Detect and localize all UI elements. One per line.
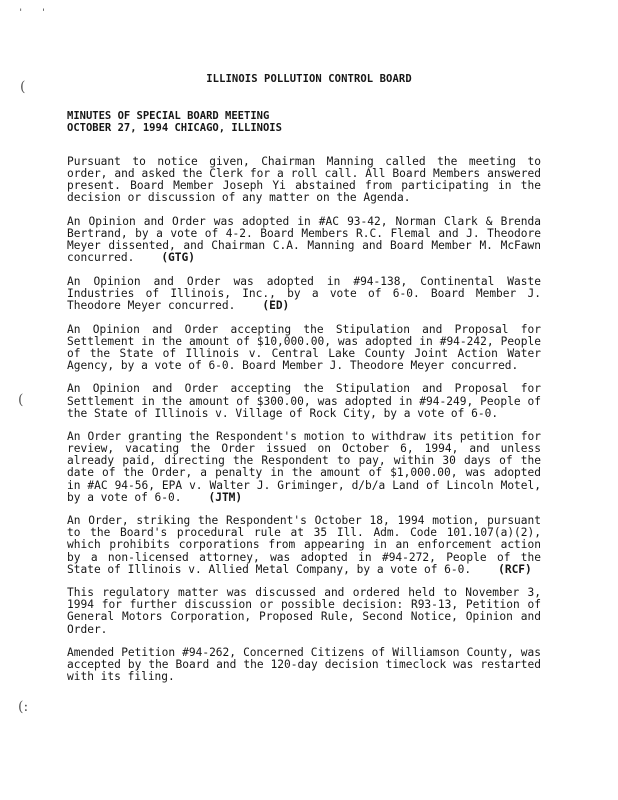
corner-scan-mark: ' ' (18, 8, 53, 18)
paragraph-text: An Opinion and Order was adopted in #94-138, Continental Waste Industries of Illinois, Inc., by a vote of 6-0. Board Member J. Theodore Meyer concurred. (67, 274, 541, 312)
minutes-heading-line1: MINUTES OF SPECIAL BOARD MEETING (67, 110, 270, 122)
paragraph-text: An Opinion and Order was adopted in #AC 93-42, Norman Clark & Brenda Bertrand, by a vote of 4-2. Board Members R.C. Flemal and J. Theodore Meyer dissented, and Chairman C.A. Manning and Board Member M. McFawn concurred. (67, 214, 541, 265)
paragraph-text: An Order, striking the Respondent's October 18, 1994 motion, pursuant to the Board's procedural rule at 35 Ill. Adm. Code 101.107(a)(2), which prohibits corporations from appearing in an enforcement action by a non-licensed attorney, was adopted in #94-272, People of the State of Illinois v. Allied Metal Company, by a vote of 6-0. (67, 514, 541, 576)
minutes-body (67, 156, 541, 695)
minutes-heading (67, 110, 282, 134)
margin-scan-mark-bottom: (: (18, 699, 29, 715)
author-initials: (GTG) (161, 251, 195, 265)
author-initials: (ED) (262, 298, 290, 312)
paragraph-roll-call (67, 156, 541, 204)
author-initials: (RCF) (498, 562, 532, 576)
paragraph-text: Amended Petition #94-262, Concerned Citizens of Williamson County, was accepted by the Board and the 120-day decision timeclock was restarted with its filing. (67, 646, 541, 684)
paragraph-text: An Order granting the Respondent's motion to withdraw its petition for review, vacating the Order issued on October 6, 1994, and unless already paid, directing the Respondent to pay, within 30 days of the date of the Order, a penalty in the amount of $1,000.00, was adopted in #AC 94-56, EPA v. Walter J. Griminger, d/b/a Land of Lincoln Motel, by a vote of 6-0. (67, 430, 541, 504)
paragraph-text: An Opinion and Order accepting the Stipulation and Proposal for Settlement in the amount of $300.00, was adopted in #94-249, People of the State of Illinois v. Village of Rock City, by a vote of 6-0. (67, 382, 541, 420)
author-initials: (JTM) (208, 490, 243, 504)
paragraph-94-272 (67, 515, 541, 575)
paragraph-94-242 (67, 324, 541, 372)
paragraph-ac-93-42 (67, 216, 541, 264)
margin-scan-mark-top: ( (20, 79, 26, 95)
margin-scan-mark-middle: ( (18, 392, 24, 408)
paragraph-94-249 (67, 383, 541, 419)
paragraph-text: This regulatory matter was discussed and ordered held to November 3, 1994 for further discussion or possible decision: R93-13, Petition of General Motors Corporation, Proposed Rule, Second Notice, Opinion and Order. (67, 586, 541, 636)
paragraph-r93-13 (67, 587, 541, 635)
paragraph-text: Pursuant to notice given, Chairman Manning called the meeting to order, and asked the Clerk for a roll call. All Board Members answered present. Board Member Joseph Yi abstained from participating in the decision or discussion of any matter on the Agenda. (67, 155, 541, 205)
minutes-heading-line2: OCTOBER 27, 1994 CHICAGO, ILLINOIS (67, 122, 282, 134)
paragraph-94-262 (67, 647, 541, 683)
board-title: ILLINOIS POLLUTION CONTROL BOARD (206, 73, 412, 85)
paragraph-94-138 (67, 276, 541, 312)
paragraph-text: An Opinion and Order accepting the Stipulation and Proposal for Settlement in the amount of $10,000.00, was adopted in #94-242, People of the State of Illinois v. Central Lake County Joint Action Water Agency, by a vote of 6-0. Board Member J. Theodore Meyer concurred. (67, 322, 541, 372)
paragraph-ac-94-56 (67, 431, 541, 504)
